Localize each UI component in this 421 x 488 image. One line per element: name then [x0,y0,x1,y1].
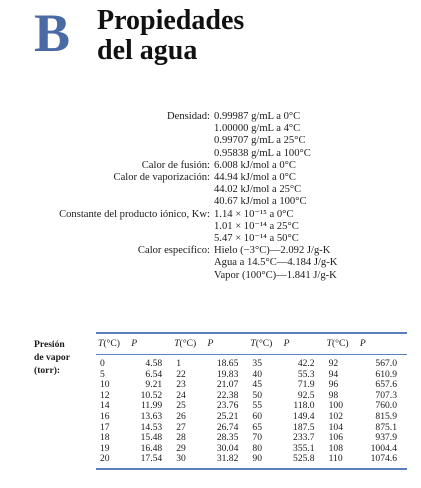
pressure-cell: 149.4 [293,410,315,422]
temperature-column-header [248,333,281,355]
pressure-cell: 610.9 [375,368,397,380]
pressure-cell: 1004.4 [370,442,397,454]
temperature-unit: (°C) [103,337,120,349]
temperature-symbol: T [250,337,256,349]
pressure-cell: 11.99 [140,400,163,412]
property-value: Vapor (100°C)—1.841 J/g-K [214,269,337,281]
temperature-cell: 10 [100,379,110,391]
temperature-cell: 25 [176,400,186,412]
property-value: 1.00000 g/mL a 4°C [214,123,301,135]
pressure-cell: 17.54 [129,454,172,469]
page-title [97,6,244,66]
temperature-cell: 20 [96,454,129,469]
temperature-column-header [96,333,129,355]
temperature-unit: (°C) [331,337,349,349]
pressure-cell: 13.63 [140,410,163,422]
table-row [96,355,407,370]
temperature-cell: 0 [100,358,105,369]
property-values [214,209,299,246]
pressure-cell: 657.6 [375,379,397,391]
pressure-cell: 22.38 [216,389,239,401]
pressure-cell: 10.52 [140,389,163,401]
temperature-cell: 22 [176,368,186,380]
temperature-cell: 100 [328,400,343,412]
temperature-cell: 14 [100,400,110,412]
table-header-row [96,333,407,355]
temperature-cell: 108 [328,442,343,454]
pressure-cell: 71.9 [297,379,315,391]
temperature-cell: 26 [176,410,186,422]
temperature-unit: (°C) [255,337,273,349]
property-label: Calor de vaporización: [113,172,210,184]
temperature-cell: 19 [100,442,110,454]
temperature-cell: 30 [172,454,205,469]
property-values [214,245,337,282]
temperature-cell: 17 [100,421,110,433]
temperature-cell: 27 [176,421,186,433]
temperature-cell: 55 [252,400,262,412]
property-label: Calor específico: [137,245,210,257]
pressure-cell: 355.1 [293,442,315,454]
property-row [0,209,421,246]
property-row [0,172,421,209]
temperature-cell: 23 [176,379,186,391]
pressure-cell: 21.07 [216,379,239,391]
table-row [96,454,407,469]
water-properties-list [0,111,421,282]
property-label: Calor de fusión: [141,159,210,171]
property-value: 0.99707 g/mL a 25°C [214,135,306,147]
temperature-cell: 60 [252,410,262,422]
pressure-cell: 18.65 [216,358,239,369]
temperature-symbol: T [98,337,104,349]
property-value: 44.94 kJ/mol a 0°C [214,172,296,184]
pressure-cell: 30.04 [216,442,239,454]
pressure-column-header: P [129,333,172,355]
property-value: Agua a 14.5°C—4.184 J/g-K [214,257,338,269]
temperature-cell: 94 [328,368,339,380]
property-value: 6.008 kJ/mol a 0°C [214,159,296,171]
property-value: 5.47 × 10⁻¹⁴ a 50°C [214,233,299,245]
temperature-cell: 50 [252,389,262,401]
temperature-cell: 24 [176,389,186,401]
pressure-cell: 16.48 [140,442,163,454]
property-values [214,160,296,172]
pressure-cell: 187.5 [293,421,315,433]
temperature-cell: 92 [328,358,339,369]
property-row [0,245,421,282]
pressure-cell: 6.54 [145,368,163,380]
pressure-cell: 42.2 [297,358,315,369]
pressure-cell: 815.9 [375,410,397,422]
property-label: Densidad: [167,111,210,122]
pressure-cell: 28.35 [216,432,239,444]
pressure-cell: 26.74 [216,421,239,433]
pressure-column-header: P [205,333,248,355]
temperature-cell: 65 [252,421,262,433]
vapor-label-line-3: (torr): [34,365,61,376]
pressure-cell: 525.8 [282,454,325,469]
pressure-cell: 23.76 [216,400,239,412]
pressure-cell: 567.0 [375,358,397,369]
temperature-cell: 96 [328,379,339,391]
temperature-cell: 16 [100,410,110,422]
pressure-cell: 15.48 [140,432,163,444]
property-values [214,111,311,160]
temperature-unit: (°C) [179,337,197,349]
title-line-2: del agua [97,35,198,66]
pressure-cell: 31.82 [205,454,248,469]
pressure-cell: 14.53 [140,421,163,433]
vapor-pressure-label [34,338,84,377]
title-line-1: Propiedades [97,5,245,36]
temperature-cell: 102 [328,410,343,422]
pressure-cell: 233.7 [293,432,315,444]
pressure-cell: 707.3 [375,389,397,401]
vapor-label-line-1: Presión [34,339,65,350]
pressure-cell: 92.5 [297,389,315,401]
property-value: 44.02 kJ/mol a 25°C [214,184,302,196]
pressure-column-header: P [282,333,325,355]
pressure-cell: 4.58 [145,358,163,369]
property-value: 1.14 × 10⁻¹⁵ a 0°C [214,208,294,220]
pressure-cell: 9.21 [145,379,163,391]
temperature-symbol: T [174,337,180,349]
pressure-cell: 1074.6 [358,454,407,469]
temperature-symbol: T [326,337,332,349]
vapor-label-line-2: de vapor [34,352,70,363]
temperature-cell: 12 [100,389,110,401]
temperature-cell: 28 [176,432,186,444]
property-row [0,160,421,172]
temperature-cell: 35 [252,358,262,369]
pressure-cell: 937.9 [375,432,397,444]
property-value: 1.01 × 10⁻¹⁴ a 25°C [214,220,299,232]
temperature-column-header [172,333,205,355]
temperature-cell: 40 [252,368,262,380]
property-value: 0.99987 g/mL a 0°C [214,111,301,122]
temperature-column-header [325,333,358,355]
property-value: 0.95838 g/mL a 100°C [214,147,311,159]
temperature-cell: 80 [252,442,262,454]
appendix-letter: B [34,3,71,63]
vapor-pressure-table [96,332,407,470]
property-label: Constante del producto iónico, Kw: [59,208,210,220]
pressure-cell: 25.21 [216,410,239,422]
temperature-cell: 70 [252,432,262,444]
property-row [0,111,421,160]
temperature-cell: 45 [252,379,262,391]
temperature-cell: 29 [176,442,186,454]
temperature-cell: 110 [325,454,358,469]
temperature-cell: 90 [248,454,281,469]
temperature-cell: 1 [176,358,181,369]
pressure-cell: 19.83 [216,368,239,380]
property-value: Hielo (−3°C)—2.092 J/g-K [214,245,331,257]
pressure-cell: 118.0 [293,400,315,412]
pressure-cell: 875.1 [375,421,397,433]
temperature-cell: 104 [328,421,343,433]
temperature-cell: 5 [100,368,105,380]
pressure-cell: 760.0 [375,400,397,412]
table-row [96,412,407,423]
temperature-cell: 106 [328,432,343,444]
property-values [214,172,307,209]
pressure-column-header: P [358,333,407,355]
temperature-cell: 98 [328,389,339,401]
property-value: 40.67 kJ/mol a 100°C [214,196,307,208]
temperature-cell: 18 [100,432,110,444]
pressure-cell: 55.3 [297,368,315,380]
